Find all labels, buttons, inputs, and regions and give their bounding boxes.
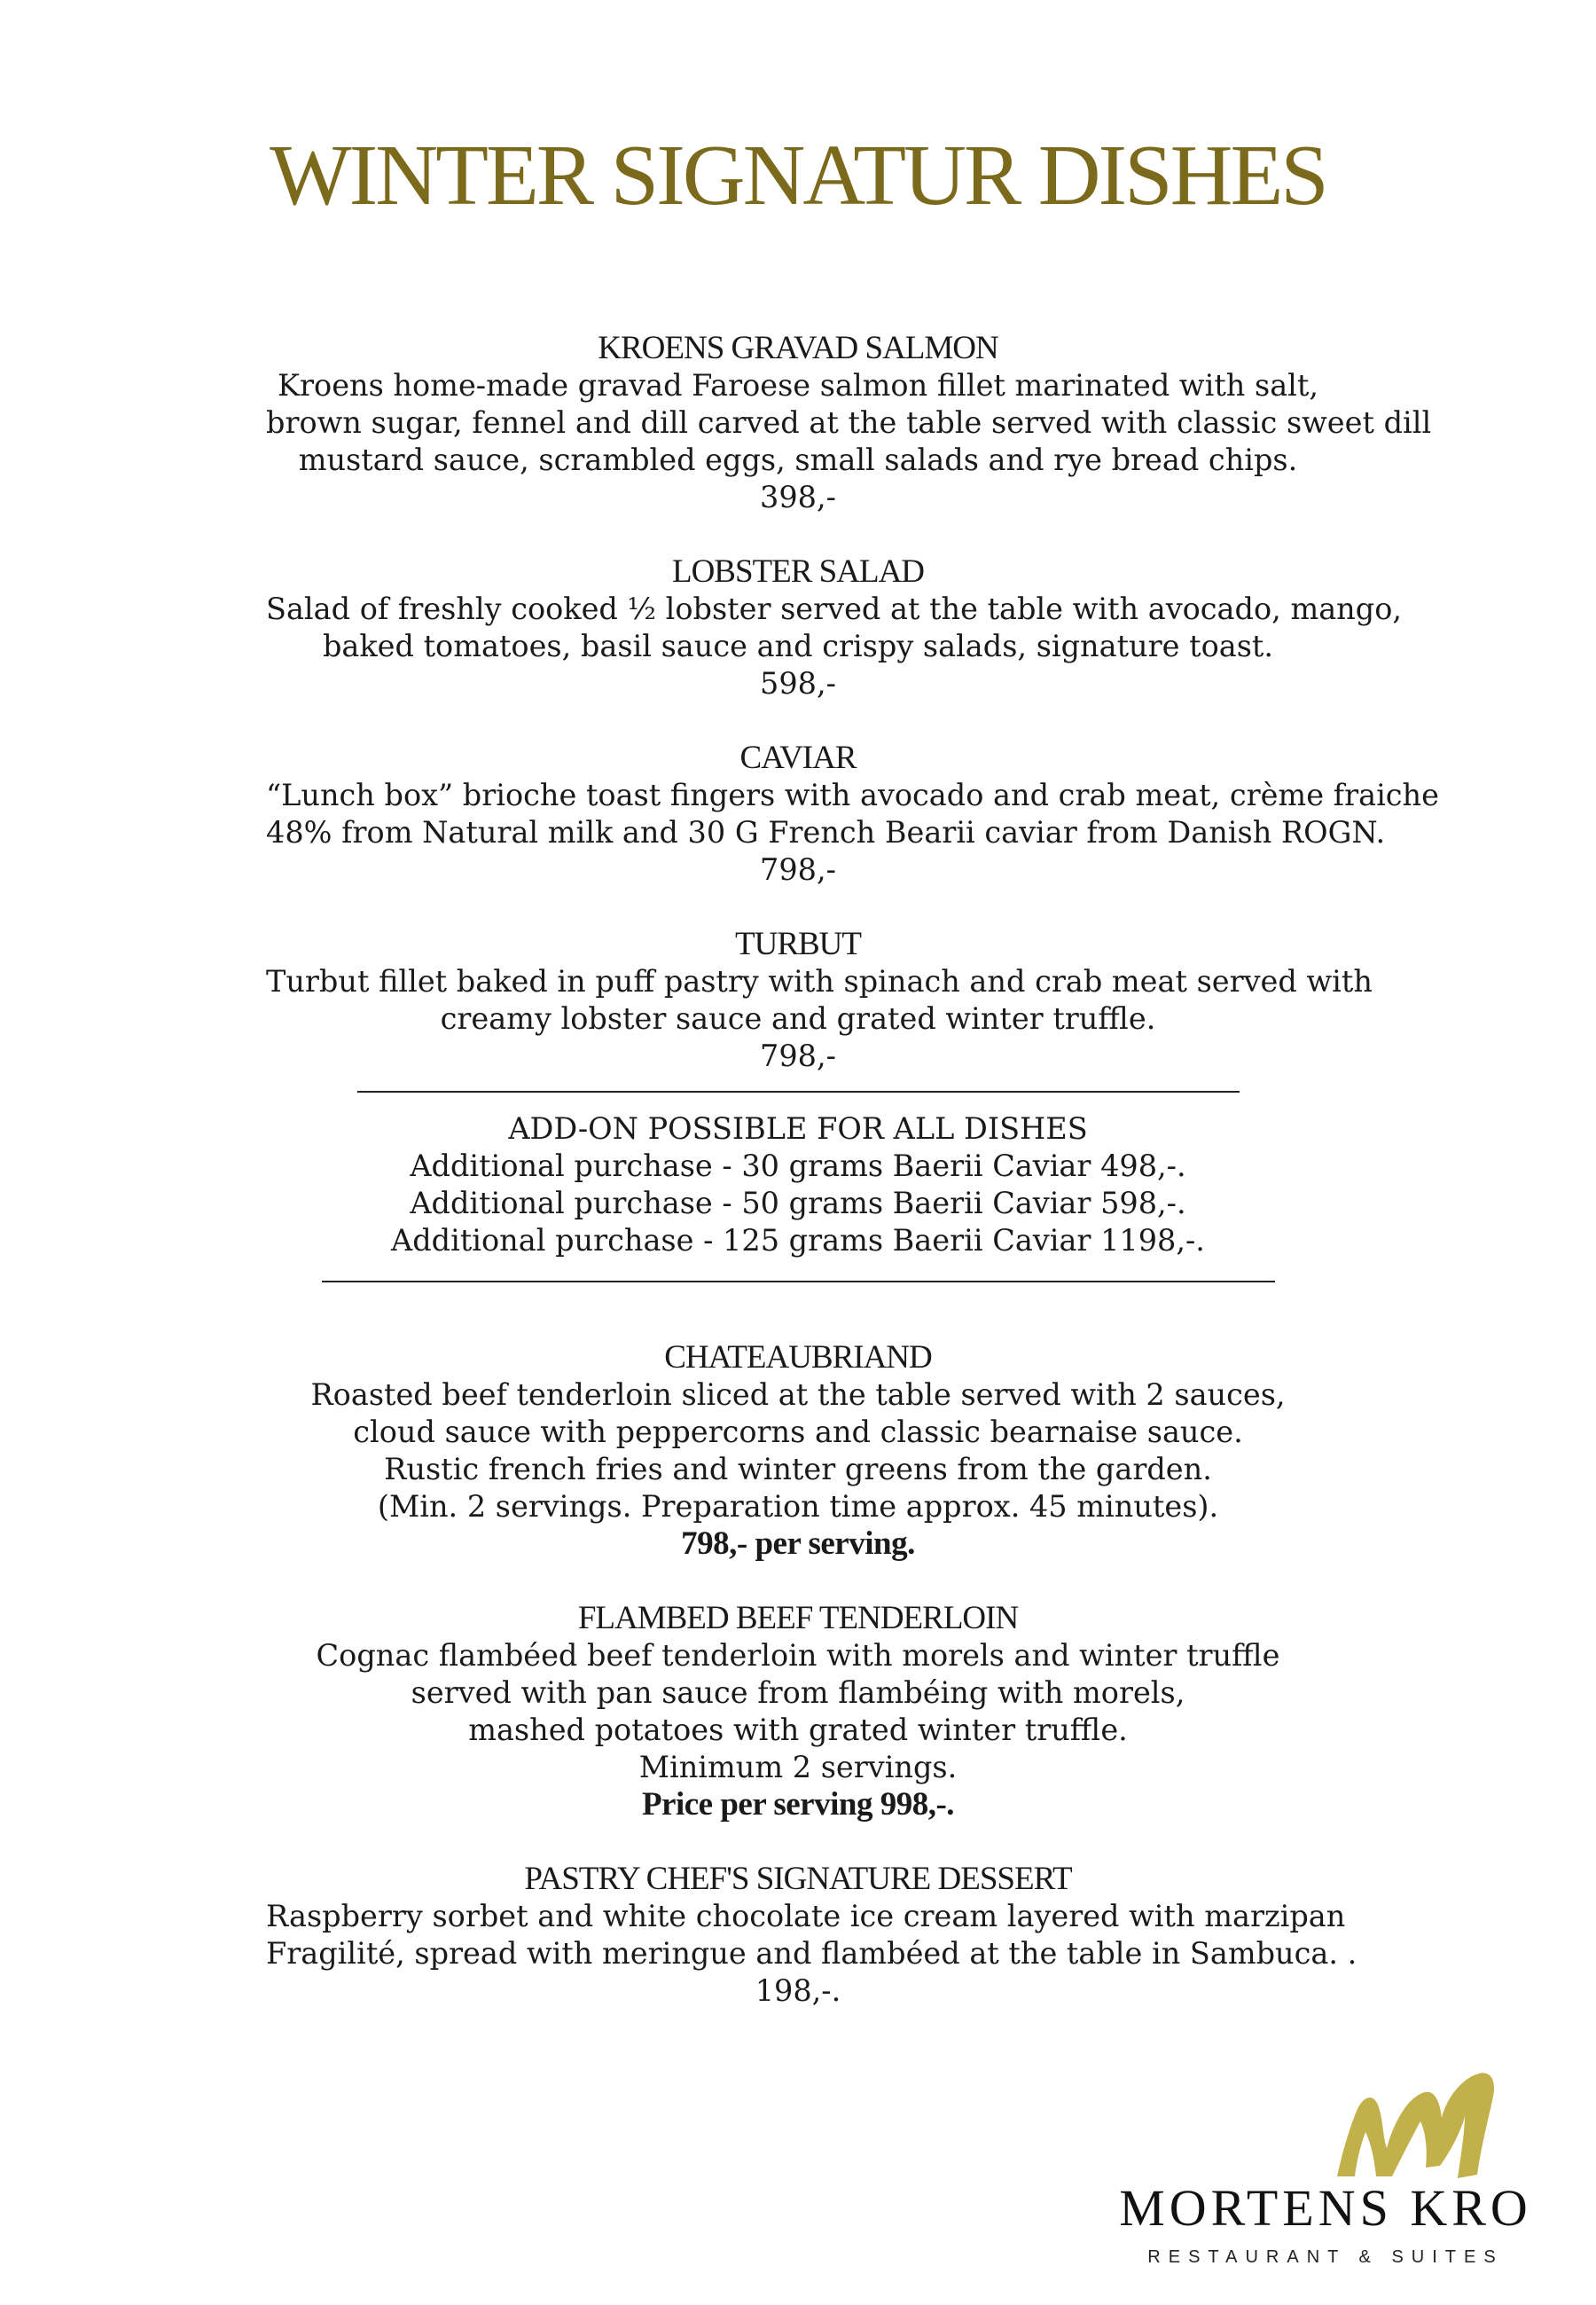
dish-description-line: Minimum 2 servings. bbox=[638, 1750, 958, 1784]
dish-price: Price per serving 998,-. bbox=[641, 1786, 955, 1823]
dish-description-line: Cognac flambéed beef tenderloin with morels and winter truffle bbox=[316, 1638, 1280, 1673]
dish-description-line: Kroens home-made gravad Faroese salmon fillet marinated with salt, bbox=[277, 368, 1318, 403]
dish-description-line: creamy lobster sauce and grated winter truffle. bbox=[440, 1001, 1156, 1036]
dish-description-line: Roasted beef tenderloin sliced at the table served with 2 sauces, bbox=[310, 1377, 1286, 1412]
brushstroke-m-icon bbox=[1330, 2066, 1498, 2182]
dish-flambed-beef-tenderloin bbox=[266, 1600, 1330, 1823]
addon-line: Additional purchase - 30 grams Baerii Caviar 498,-. bbox=[410, 1149, 1186, 1183]
dish-name: CHATEAUBRIAND bbox=[664, 1339, 932, 1376]
dish-turbut bbox=[266, 926, 1373, 1075]
addon-line: Additional purchase - 125 grams Baerii Caviar 1198,-. bbox=[391, 1223, 1205, 1258]
restaurant-subtitle: RESTAURANT & SUITES bbox=[1147, 2247, 1504, 2267]
menu-content bbox=[266, 330, 1439, 2010]
dish-description-line: (Min. 2 servings. Preparation time approx. 45 minutes). bbox=[377, 1489, 1219, 1524]
dish-chateaubriand bbox=[266, 1339, 1330, 1563]
menu-title: WINTER SIGNATUR DISHES bbox=[270, 128, 1326, 223]
dish-description-line: mustard sauce, scrambled eggs, small salads and rye bread chips. bbox=[298, 443, 1298, 477]
dish-description-line: Turbut fillet baked in puff pastry with spinach and crab meat served with bbox=[266, 964, 1373, 999]
dish-description-line: Fragilité, spread with meringue and flambéed at the table in Sambuca. . bbox=[266, 1936, 1357, 1971]
dish-description-line: served with pan sauce from flambéing with morels, bbox=[411, 1675, 1185, 1710]
dish-description-line: brown sugar, fennel and dill carved at the table served with classic sweet dill bbox=[266, 405, 1432, 440]
dish-description-line: mashed potatoes with grated winter truffle. bbox=[468, 1713, 1128, 1747]
addon-heading: ADD-ON POSSIBLE FOR ALL DISHES bbox=[508, 1111, 1088, 1146]
dish-name: TURBUT bbox=[735, 926, 861, 962]
restaurant-name: MORTENS KRO bbox=[1119, 2179, 1532, 2237]
dish-description-line: 48% from Natural milk and 30 G French Bearii caviar from Danish ROGN. bbox=[266, 815, 1386, 850]
dish-name: LOBSTER SALAD bbox=[671, 553, 925, 590]
dish-price: 198,-. bbox=[755, 1973, 841, 2008]
restaurant-logo bbox=[1117, 2066, 1534, 2279]
dish-description-line: Rustic french fries and winter greens from the garden. bbox=[384, 1452, 1212, 1486]
divider-rule bbox=[322, 1281, 1275, 1282]
dish-price: 598,- bbox=[760, 666, 836, 701]
dish-lobster-salad bbox=[266, 553, 1403, 702]
divider-rule bbox=[357, 1091, 1240, 1093]
dish-description-line: Raspberry sorbet and white chocolate ice cream layered with marzipan bbox=[266, 1899, 1346, 1933]
dish-description-line: “Lunch box” brioche toast fingers with avocado and crab meat, crème fraiche bbox=[266, 778, 1439, 812]
dish-name: FLAMBED BEEF TENDERLOIN bbox=[577, 1600, 1019, 1636]
dish-description-line: cloud sauce with peppercorns and classic bearnaise sauce. bbox=[353, 1415, 1243, 1449]
dish-price: 798,- bbox=[760, 852, 836, 887]
dish-caviar bbox=[266, 740, 1439, 889]
dish-kroens-gravad-salmon bbox=[266, 330, 1432, 516]
dish-description-line: Salad of freshly cooked ½ lobster served at the table with avocado, mango, bbox=[266, 592, 1403, 626]
dish-name: KROENS GRAVAD SALMON bbox=[598, 330, 998, 366]
dish-price: 798,- bbox=[760, 1039, 836, 1073]
addon-line: Additional purchase - 50 grams Baerii Caviar 598,-. bbox=[410, 1186, 1186, 1220]
dish-name: CAVIAR bbox=[739, 740, 857, 776]
dish-price: 798,- per serving. bbox=[681, 1525, 915, 1562]
dish-pastry-chefs-signature-dessert bbox=[266, 1861, 1357, 2010]
dish-name: PASTRY CHEF'S SIGNATURE DESSERT bbox=[524, 1861, 1072, 1897]
addon-section bbox=[266, 1110, 1330, 1259]
dish-price: 398,- bbox=[760, 480, 836, 514]
dish-description-line: baked tomatoes, basil sauce and crispy salads, signature toast. bbox=[322, 629, 1274, 663]
